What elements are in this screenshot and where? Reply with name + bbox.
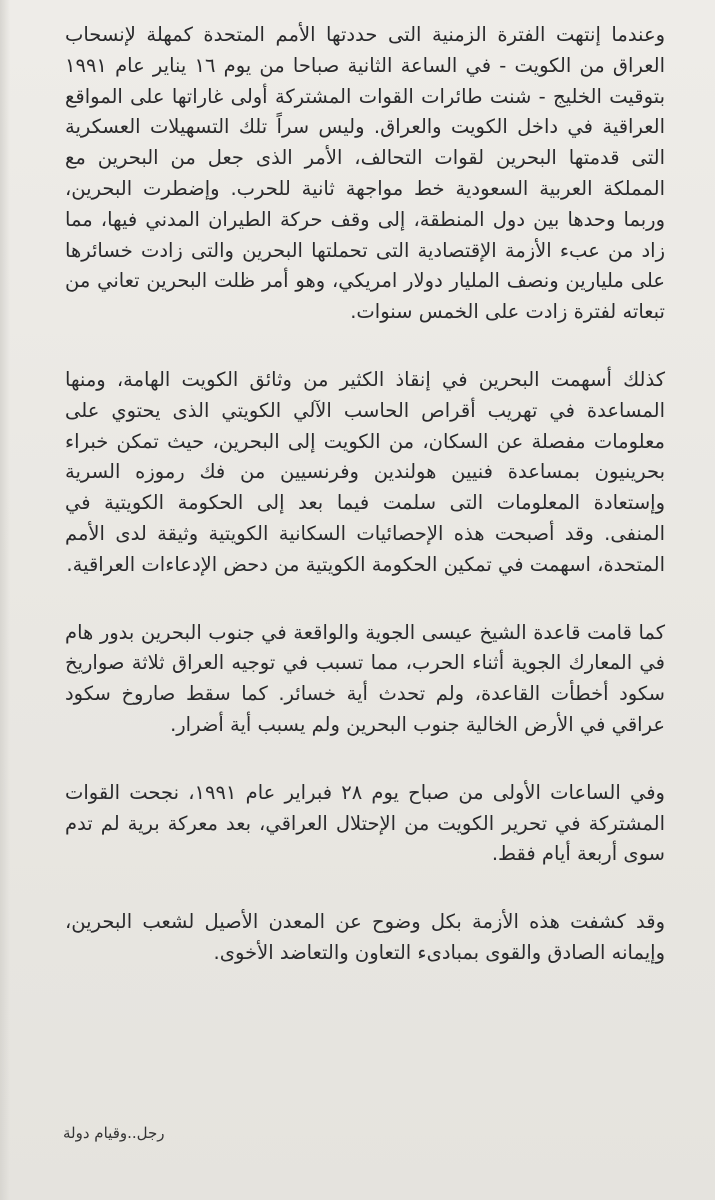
- text-body: [65, 20, 665, 1006]
- paragraph-4: وفي الساعات الأولى من صباح يوم ٢٨ فبراير عام ١٩٩١، نجحت القوات المشتركة في تحرير الكويت من الإحتلال العراقي، بعد معركة برية لم تدم سوى أربعة أيام فقط.: [65, 780, 665, 866]
- paragraph-2: كذلك أسهمت البحرين في إنقاذ الكثير من وثائق الكويت الهامة، ومنها المساعدة في تهريب أقراص الحاسب الآلي الكويتي الذى يحتوي على معلومات مفصلة عن السكان، من الكويت إلى البحرين، حيث تمكن خبراء بحرينيون بمساعدة فنيين هولندين وفرنسيين من فك رموزه السرية وإستعادة المعلومات التى سلمت فيما بعد إلى الحكومة الكويتية في المنفى. وقد أصبحت هذه الإحصائيات السكانية الكويتية وثيقة لدى الأمم المتحدة، اسهمت في تمكين الحكومة الكويتية من دحض الإدعاءات العراقية.: [65, 367, 665, 576]
- paragraph-5: وقد كشفت هذه الأزمة بكل وضوح عن المعدن الأصيل لشعب البحرين، وإيمانه الصادق والقوى بمبادىء التعاون والتعاضد الأخوى.: [65, 910, 665, 964]
- book-title-footer: رجل..وقيام دولة: [63, 1124, 165, 1142]
- paragraph-1: وعندما إنتهت الفترة الزمنية التى حددتها الأمم المتحدة كمهلة لإنسحاب العراق من الكويت - في الساعة الثانية صباحا من يوم ١٦ يناير عام ١٩٩١ بتوقيت الخليج - شنت طائرات القوات المشتركة أولى غاراتها على المواقع العراقية في داخل الكويت والعراق. وليس سراً تلك التسهيلات العسكرية التى قدمتها البحرين لقوات التحالف، الأمر الذى جعل من البحرين مع المملكة العربية السعودية خط مواجهة ثانية للحرب. وإضطرت البحرين، وربما وحدها بين دول المنطقة، إلى وقف حركة الطيران المدني فيها، مما زاد من عبء الأزمة الإقتصادية التى تحملتها البحرين والتى زادت خسائرها على مليارين ونصف المليار دولار امريكي، وهو أمر ظلت البحرين تعاني من تبعاته لفترة زادت على الخمس سنوات.: [65, 23, 665, 324]
- paragraph-3: كما قامت قاعدة الشيخ عيسى الجوية والواقعة في جنوب البحرين بدور هام في المعارك الجوية أثناء الحرب، مما تسبب في توجيه العراق ثلاثة صواريخ سكود أخطأت القاعدة، ولم تحدث أية خسائر. كما سقط صاروخ سكود عراقي في الأرض الخالية جنوب البحرين ولم يسبب أية أضرار.: [65, 620, 665, 736]
- page-edge-shadow: [0, 0, 10, 1200]
